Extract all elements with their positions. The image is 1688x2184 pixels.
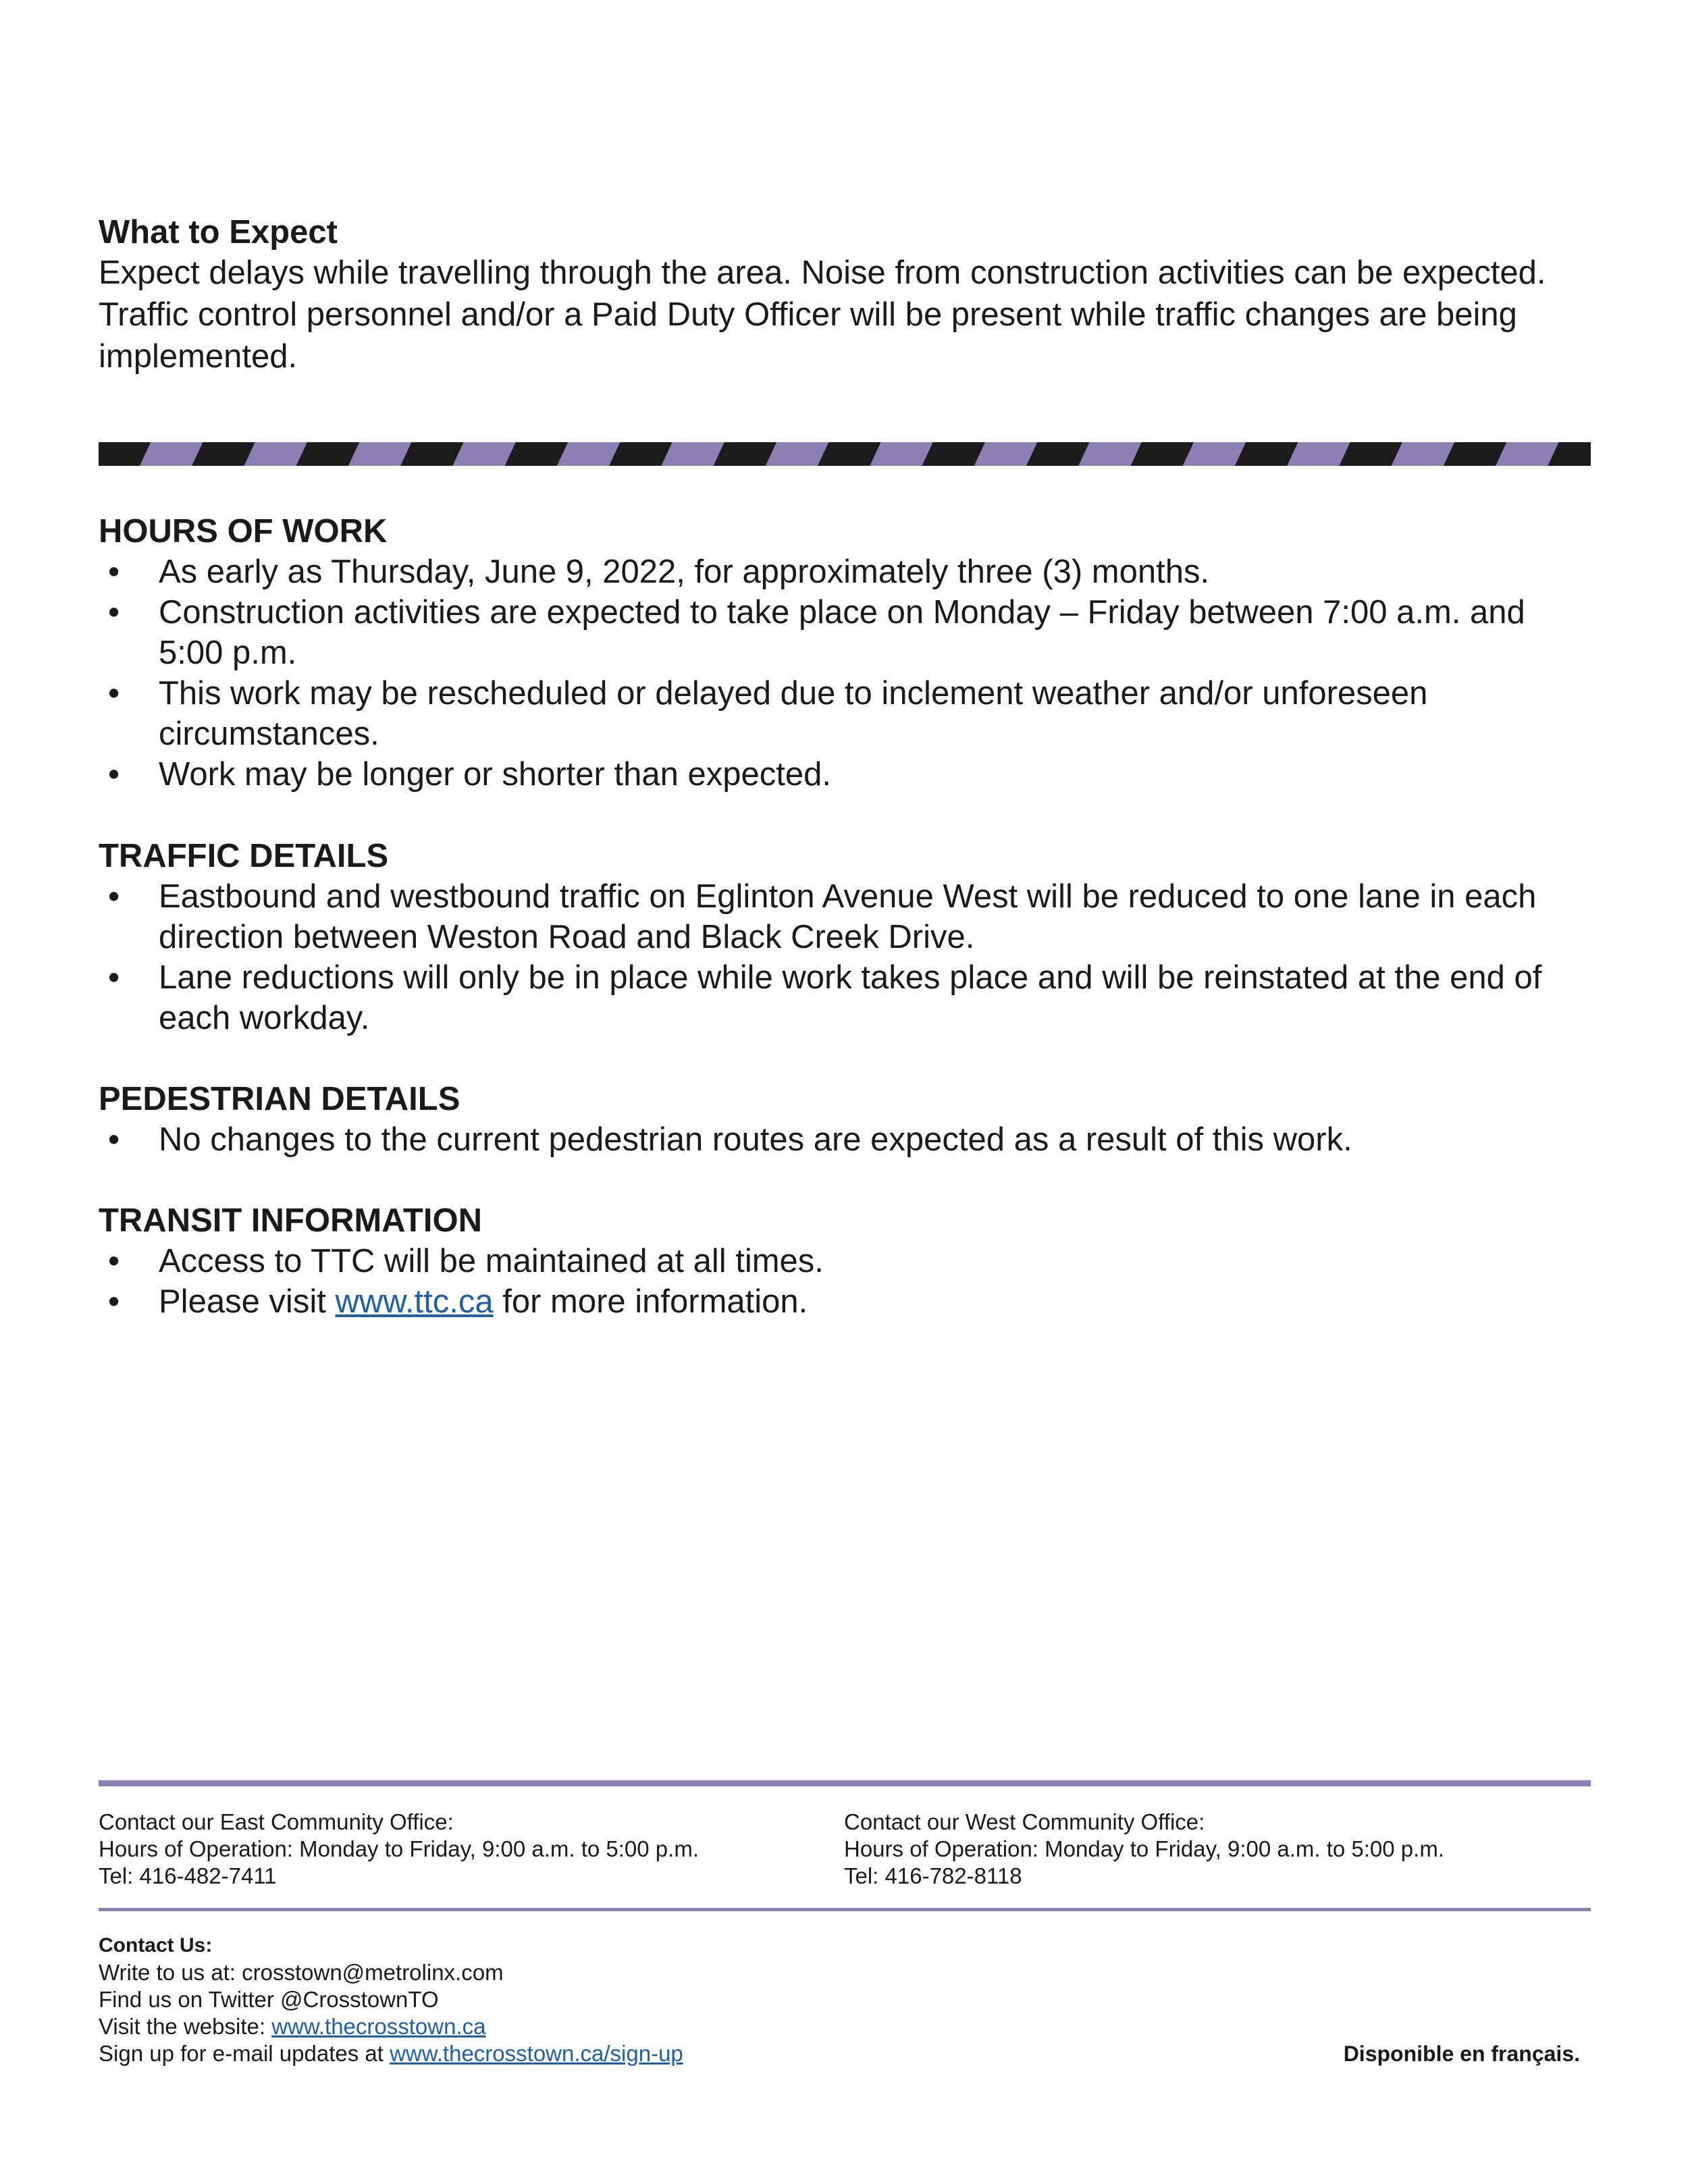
west-office-contact <box>844 1809 1444 1890</box>
crosstown-website-link[interactable]: www.thecrosstown.ca <box>271 2014 486 2039</box>
traffic-details-section <box>99 836 1598 1038</box>
bullet-icon: • <box>108 959 120 996</box>
what-to-expect-body: Expect delays while travelling through the area. Noise from construction activities can be expected. Traffic control personnel and/or a Paid Duty Officer will be present while traffic changes are being implemented. <box>99 255 1546 375</box>
east-office-contact <box>99 1809 699 1890</box>
bullet-icon: • <box>108 756 120 793</box>
what-to-expect-heading: What to Expect <box>99 214 338 250</box>
pedestrian-details-section <box>99 1079 1598 1160</box>
transit-information-list <box>99 1241 1598 1322</box>
list-item: • Eastbound and westbound traffic on Eglinton Avenue West will be reduced to one lane in each direction between Weston Road and Black Creek Drive. <box>99 876 1598 957</box>
contact-website-line: Visit the website: www.thecrosstown.ca <box>99 2014 486 2039</box>
bullet-icon: • <box>108 594 120 631</box>
contact-twitter-line: Find us on Twitter @CrosstownTO <box>99 1987 439 2012</box>
list-item: • As early as Thursday, June 9, 2022, for approximately three (3) months. <box>99 552 1598 592</box>
list-item: • No changes to the current pedestrian routes are expected as a result of this work. <box>99 1119 1598 1160</box>
traffic-details-list <box>99 876 1598 1038</box>
west-office-title: Contact our West Community Office: <box>844 1809 1205 1834</box>
contact-us-block <box>99 1932 683 2067</box>
signup-link[interactable]: www.thecrosstown.ca/sign-up <box>390 2041 683 2066</box>
hours-of-work-heading: HOURS OF WORK <box>99 513 388 550</box>
list-item: • Access to TTC will be maintained at all times. <box>99 1241 1598 1281</box>
bullet-icon: • <box>108 554 120 590</box>
pedestrian-details-heading: PEDESTRIAN DETAILS <box>99 1081 460 1117</box>
traffic-details-heading: TRAFFIC DETAILS <box>99 838 389 874</box>
hazard-stripe-divider <box>99 442 1591 466</box>
french-availability-note: Disponible en français. <box>1343 2042 1580 2066</box>
list-item: • Please visit www.ttc.ca for more information. <box>99 1281 1598 1322</box>
hours-of-work-list <box>99 552 1598 795</box>
footer-mid-rule <box>99 1908 1591 1911</box>
bullet-icon: • <box>108 1121 120 1158</box>
bullet-icon: • <box>108 1283 120 1320</box>
east-office-title: Contact our East Community Office: <box>99 1809 454 1834</box>
bullet-icon: • <box>108 1243 120 1279</box>
list-item: • This work may be rescheduled or delayed due to inclement weather and/or unforeseen circumstances. <box>99 673 1598 754</box>
hours-of-work-section <box>99 511 1598 795</box>
what-to-expect <box>99 213 1591 377</box>
bullet-icon: • <box>108 675 120 712</box>
ttc-link[interactable]: www.ttc.ca <box>335 1283 494 1320</box>
contact-us-heading: Contact Us: <box>99 1934 213 1956</box>
east-office-tel: Tel: 416-482-7411 <box>99 1863 277 1888</box>
transit-information-section <box>99 1200 1598 1322</box>
list-item: • Work may be longer or shorter than expected. <box>99 754 1598 795</box>
west-office-tel: Tel: 416-782-8118 <box>844 1863 1022 1888</box>
contact-email-line: Write to us at: crosstown@metrolinx.com <box>99 1960 504 1985</box>
pedestrian-details-list <box>99 1119 1598 1160</box>
east-office-hours: Hours of Operation: Monday to Friday, 9:00 a.m. to 5:00 p.m. <box>99 1836 699 1861</box>
transit-information-heading: TRANSIT INFORMATION <box>99 1202 482 1239</box>
contact-signup-line: Sign up for e-mail updates at www.thecrosstown.ca/sign-up <box>99 2041 683 2066</box>
list-item: • Construction activities are expected to take place on Monday – Friday between 7:00 a.m. and 5:00 p.m. <box>99 592 1598 673</box>
bullet-icon: • <box>108 878 120 915</box>
footer-top-rule <box>99 1780 1591 1786</box>
west-office-hours: Hours of Operation: Monday to Friday, 9:00 a.m. to 5:00 p.m. <box>844 1836 1444 1861</box>
list-item: • Lane reductions will only be in place while work takes place and will be reinstated at the end of each workday. <box>99 957 1598 1038</box>
